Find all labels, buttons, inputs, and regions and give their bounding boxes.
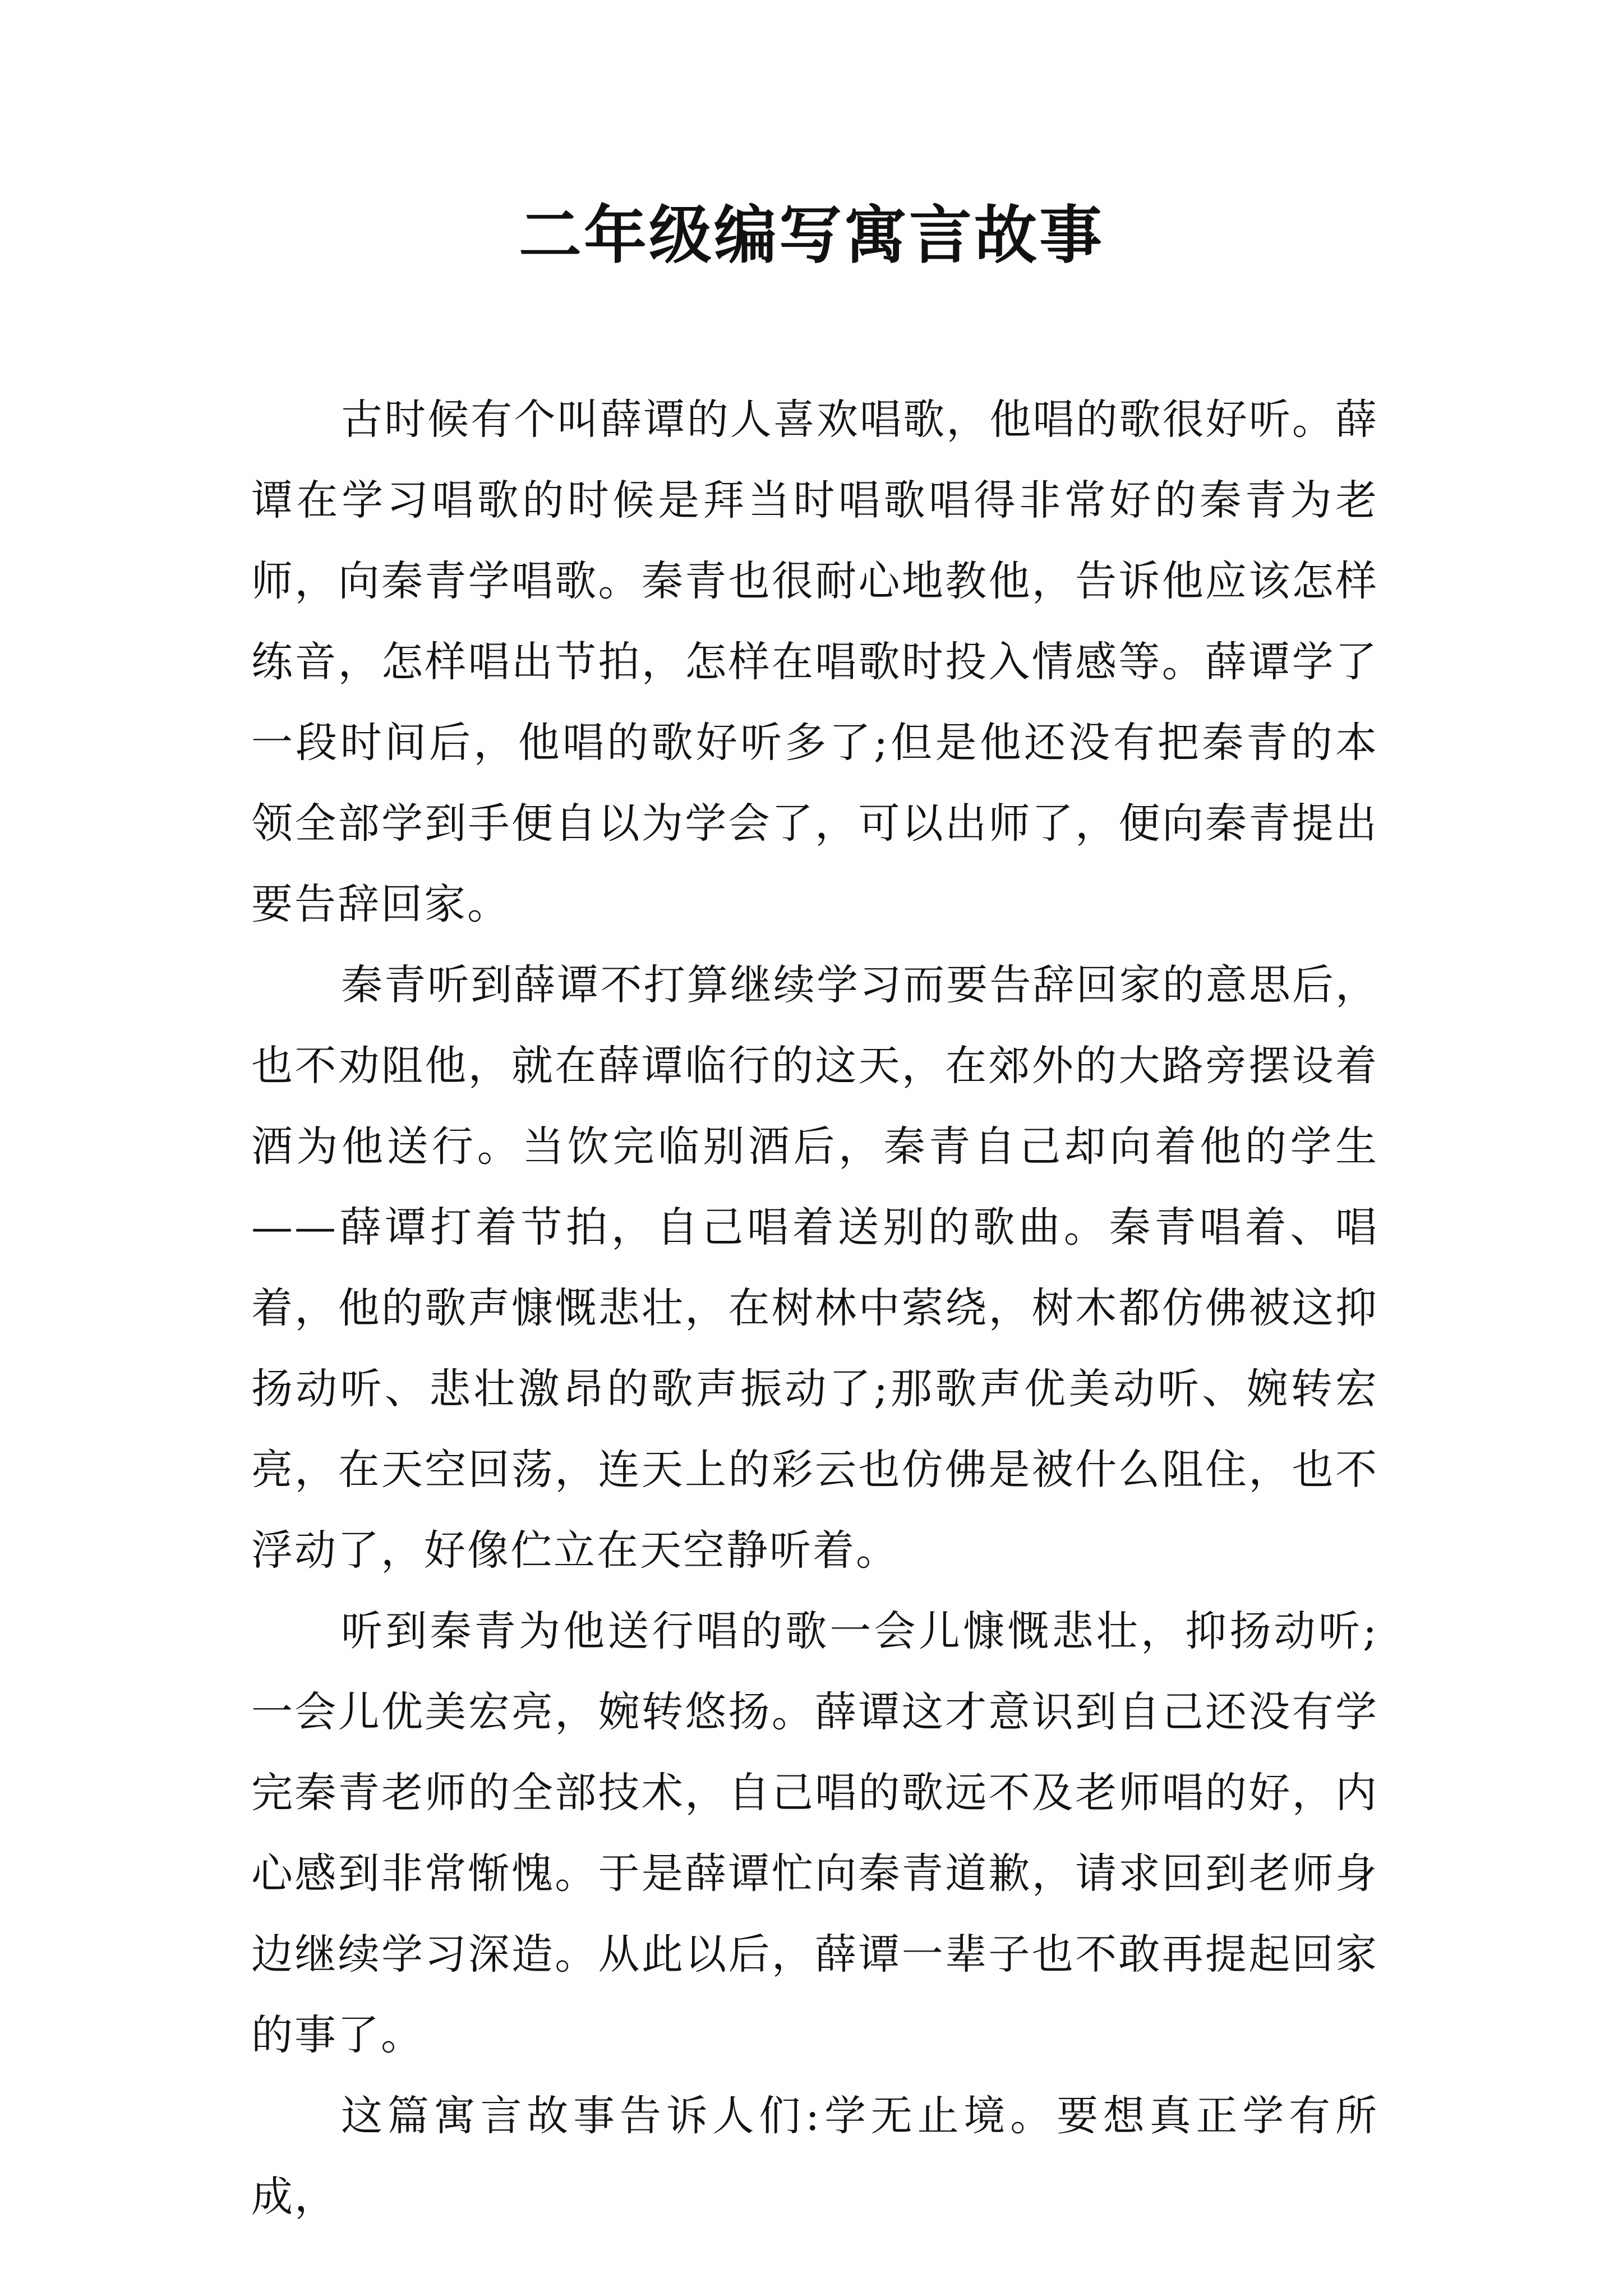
document-body [251, 379, 1378, 2237]
paragraph-3: 听到秦青为他送行唱的歌一会儿慷慨悲壮，抑扬动听;一会儿优美宏亮，婉转悠扬。薛谭这才意识到自己还没有学完秦青老师的全部技术，自己唱的歌远不及老师唱的好，内心感到非常惭愧。于是薛谭忙向秦青道歉，请求回到老师身边继续学习深造。从此以后，薛谭一辈子也不敢再提起回家的事了。 [251, 1607, 1378, 2059]
paragraph-4: 这篇寓言故事告诉人们:学无止境。要想真正学有所成， [251, 2092, 1378, 2221]
document-title: 二年级编写寓言故事 [519, 199, 1104, 272]
paragraph-1: 古时候有个叫薛谭的人喜欢唱歌，他唱的歌很好听。薛谭在学习唱歌的时候是拜当时唱歌唱得非常好的秦青为老师，向秦青学唱歌。秦青也很耐心地教他，告诉他应该怎样练音，怎样唱出节拍，怎样在唱歌时投入情感等。薛谭学了一段时间后，他唱的歌好听多了;但是他还没有把秦青的本领全部学到手便自以为学会了，可以出师了，便向秦青提出要告辞回家。 [251, 395, 1378, 928]
paragraph-2: 秦青听到薛谭不打算继续学习而要告辞回家的意思后，也不劝阻他，就在薛谭临行的这天，在郊外的大路旁摆设着酒为他送行。当饮完临别酒后，秦青自己却向着他的学生——薛谭打着节拍，自己唱着送别的歌曲。秦青唱着、唱着，他的歌声慷慨悲壮，在树林中萦绕，树木都仿佛被这抑扬动听、悲壮激昂的歌声振动了;那歌声优美动听、婉转宏亮，在天空回荡，连天上的彩云也仿佛是被什么阻住，也不浮动了，好像伫立在天空静听着。 [251, 961, 1378, 1575]
